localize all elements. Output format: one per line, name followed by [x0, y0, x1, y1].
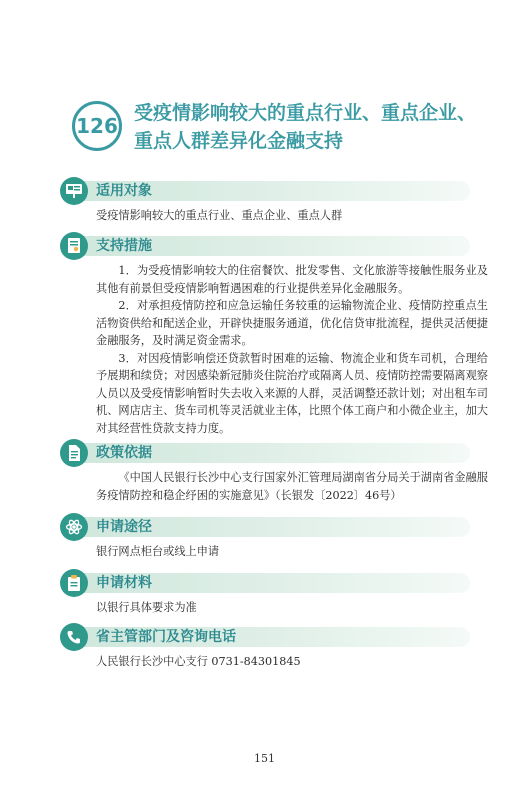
section-text: 《中国人民银行长沙中心支行国家外汇管理局湖南省分局关于湖南省金融服务疫情防控和稳企纾困的实施意见》（长银发〔2022〕46号） — [96, 471, 488, 502]
section-text: 银行网点柜台或线上申请 — [96, 545, 220, 558]
page-title-line-1: 受疫情影响较大的重点行业、重点企业、 — [134, 102, 477, 124]
page-title — [134, 99, 494, 155]
page-title-line-2: 重点人群差异化金融支持 — [134, 130, 344, 152]
section-materials — [60, 572, 490, 617]
section-title: 政策依据 — [96, 445, 152, 461]
section-title: 支持措施 — [96, 238, 152, 254]
section-measures — [60, 235, 490, 437]
page-header — [72, 95, 492, 165]
section-target — [60, 180, 490, 225]
measure-item-1: 1．为受疫情影响较大的住宿餐饮、批发零售、文化旅游等接触性服务业及其他有前景但受疫情影响暂遇困难的行业提供差异化金融服务。 — [96, 264, 488, 295]
clipboard-icon — [60, 569, 88, 597]
item-number-badge: 126 — [72, 101, 122, 151]
measure-item-2: 2．对承担疫情防控和应急运输任务较重的运输物流企业、疫情防控重点生活物资供给和配送企业，开辟快捷服务通道，优化信贷审批流程，提供灵活便捷金融服务，及时满足资金需求。 — [96, 299, 488, 347]
section-text: 人民银行长沙中心支行 0731-84301845 — [96, 655, 301, 668]
section-channel — [60, 516, 490, 561]
section-title: 申请途径 — [96, 519, 152, 535]
document-icon — [60, 439, 88, 467]
atom-icon — [60, 513, 88, 541]
section-text: 以银行具体要求为准 — [96, 601, 197, 614]
section-title: 适用对象 — [96, 183, 152, 199]
section-contact — [60, 626, 490, 671]
section-title: 省主管部门及咨询电话 — [96, 629, 236, 645]
phone-icon — [60, 623, 88, 651]
section-text: 受疫情影响较大的重点行业、重点企业、重点人群 — [96, 209, 343, 222]
page-number: 151 — [254, 752, 275, 765]
section-basis — [60, 442, 490, 504]
measure-item-3: 3．对因疫情影响偿还贷款暂时困难的运输、物流企业和货车司机，合理给予展期和续贷；对因感染新冠肺炎住院治疗或隔离人员、疫情防控需要隔离观察人员以及受疫情影响暂时失去收入来源的人群，灵活调整还款计划；对出租车司机、网店店主、货车司机等灵活就业主体，比照个体工商户和小微企业主，加大对其经营性贷款支持力度。 — [96, 351, 488, 435]
section-title: 申请材料 — [96, 575, 152, 591]
certificate-icon — [60, 232, 88, 260]
presentation-board-icon — [60, 177, 88, 205]
